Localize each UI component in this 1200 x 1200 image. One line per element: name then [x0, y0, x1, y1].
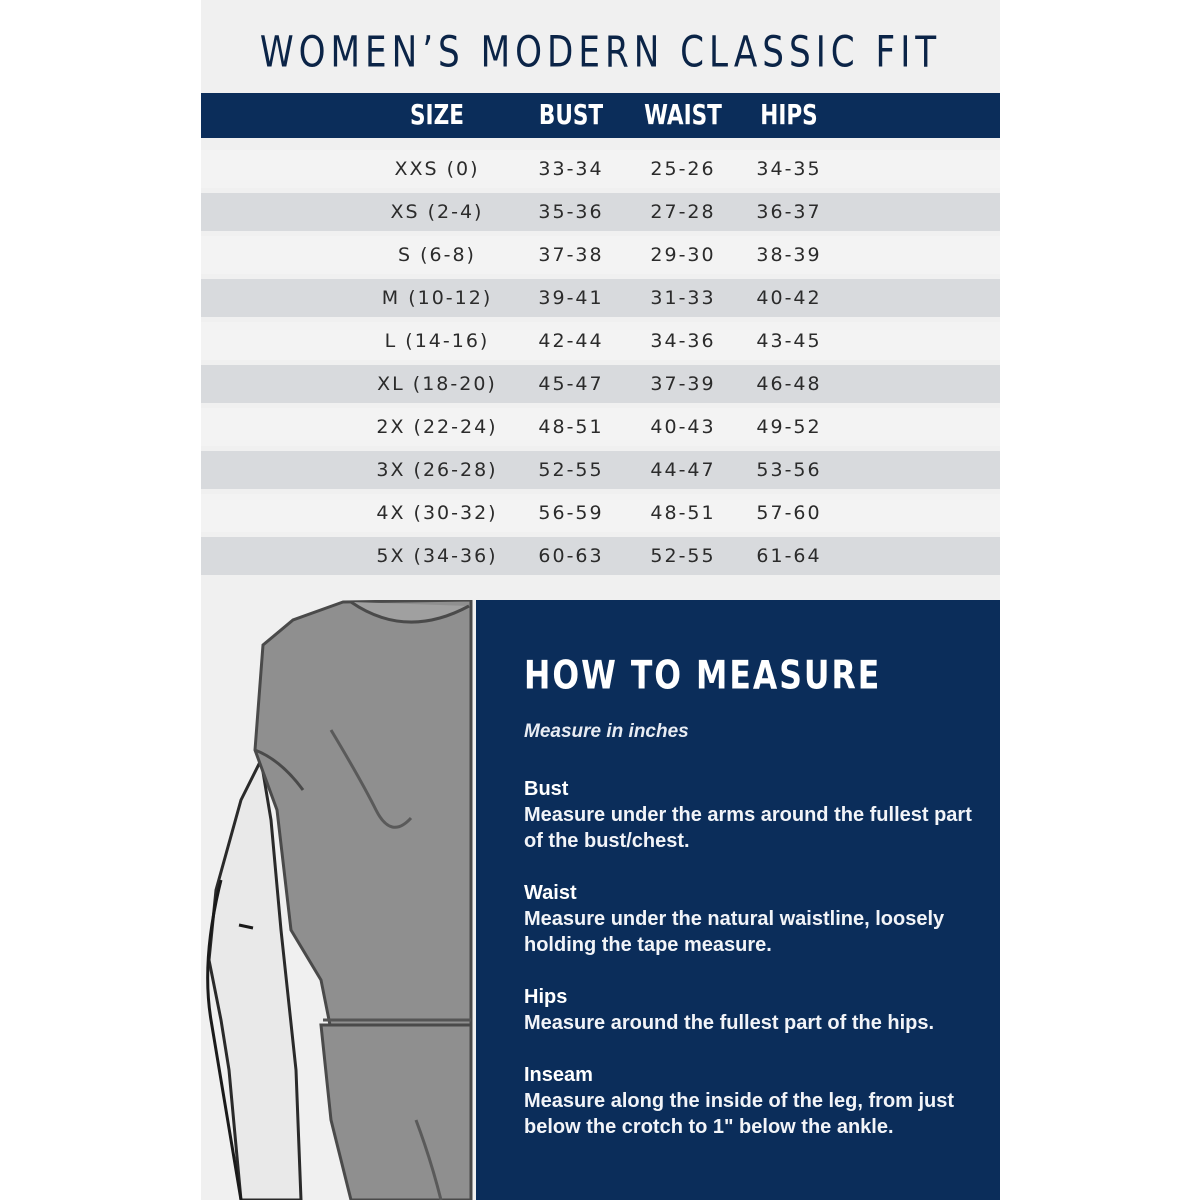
waist-cell: 48-51: [650, 502, 716, 524]
bust-cell: 45-47: [538, 373, 604, 395]
bust-cell: 56-59: [538, 502, 604, 524]
hips-cell: 38-39: [756, 244, 822, 266]
bust-cell: 52-55: [538, 459, 604, 481]
size-cell: 3X (26-28): [376, 459, 498, 481]
measure-item-inseam: [524, 1062, 974, 1140]
pants-shape: [321, 1025, 471, 1200]
table-header: [201, 93, 1000, 138]
table-row: [201, 150, 1000, 188]
measure-item-text: Measure under the arms around the fullest part of the bust/chest.: [524, 804, 972, 852]
waist-cell: 31-33: [650, 287, 716, 309]
hips-cell: 46-48: [756, 373, 822, 395]
figure-silhouette-icon: [201, 600, 476, 1200]
bust-cell: 35-36: [538, 201, 604, 223]
waist-cell: 37-39: [650, 373, 716, 395]
measure-item-text: Measure along the inside of the leg, from just below the crotch to 1" below the ankle.: [524, 1090, 955, 1138]
waist-cell: 27-28: [650, 201, 716, 223]
header-hips: HIPS: [760, 98, 818, 132]
hips-cell: 53-56: [756, 459, 822, 481]
table-row: [201, 537, 1000, 575]
table-row: [201, 193, 1000, 231]
waist-cell: 29-30: [650, 244, 716, 266]
bust-cell: 60-63: [538, 545, 604, 567]
waist-cell: 52-55: [650, 545, 716, 567]
measure-item-text: Measure around the fullest part of the hips.: [524, 1012, 935, 1034]
measure-item-hips: [524, 984, 974, 1036]
table-row: [201, 322, 1000, 360]
how-to-measure-panel: [476, 600, 1000, 1200]
table-row: [201, 365, 1000, 403]
hips-cell: 57-60: [756, 502, 822, 524]
size-cell: L (14-16): [384, 330, 490, 352]
table-row: [201, 494, 1000, 532]
waist-cell: 34-36: [650, 330, 716, 352]
bust-cell: 37-38: [538, 244, 604, 266]
table-row: [201, 451, 1000, 489]
size-cell: XS (2-4): [390, 201, 484, 223]
hips-cell: 36-37: [756, 201, 822, 223]
bust-cell: 33-34: [538, 158, 604, 180]
measure-subtitle: Measure in inches: [524, 721, 689, 742]
hips-cell: 40-42: [756, 287, 822, 309]
table-row: [201, 279, 1000, 317]
hips-cell: 43-45: [756, 330, 822, 352]
size-cell: 5X (34-36): [376, 545, 498, 567]
bust-cell: 39-41: [538, 287, 604, 309]
waist-cell: 25-26: [650, 158, 716, 180]
size-chart-sheet: [201, 0, 1000, 1200]
size-cell: M (10-12): [381, 287, 493, 309]
header-bust: BUST: [538, 98, 604, 132]
table-row: [201, 408, 1000, 446]
header-waist: WAIST: [644, 98, 722, 132]
measure-item-text: Measure under the natural waistline, loosely holding the tape measure.: [524, 908, 945, 956]
measure-item-bust: [524, 776, 974, 854]
chart-title: WOMEN’S MODERN CLASSIC FIT: [259, 27, 942, 77]
measure-item-heading: Inseam: [524, 1064, 593, 1086]
hips-cell: 34-35: [756, 158, 822, 180]
size-cell: 2X (22-24): [376, 416, 498, 438]
header-size: SIZE: [410, 98, 464, 132]
measure-item-heading: Waist: [524, 882, 577, 904]
size-cell: XL (18-20): [377, 373, 497, 395]
size-cell: 4X (30-32): [376, 502, 498, 524]
bust-cell: 42-44: [538, 330, 604, 352]
measure-item-heading: Bust: [524, 778, 569, 800]
bust-cell: 48-51: [538, 416, 604, 438]
size-cell: S (6-8): [398, 244, 476, 266]
measure-title: HOW TO MEASURE: [524, 654, 882, 699]
hips-cell: 61-64: [756, 545, 822, 567]
table-row: [201, 236, 1000, 274]
waist-cell: 40-43: [650, 416, 716, 438]
hips-cell: 49-52: [756, 416, 822, 438]
measure-item-heading: Hips: [524, 986, 568, 1008]
measure-item-waist: [524, 880, 974, 958]
shirt-shape: [255, 600, 471, 1030]
figure-illustration: [201, 600, 476, 1200]
size-cell: XXS (0): [394, 158, 480, 180]
waist-cell: 44-47: [650, 459, 716, 481]
